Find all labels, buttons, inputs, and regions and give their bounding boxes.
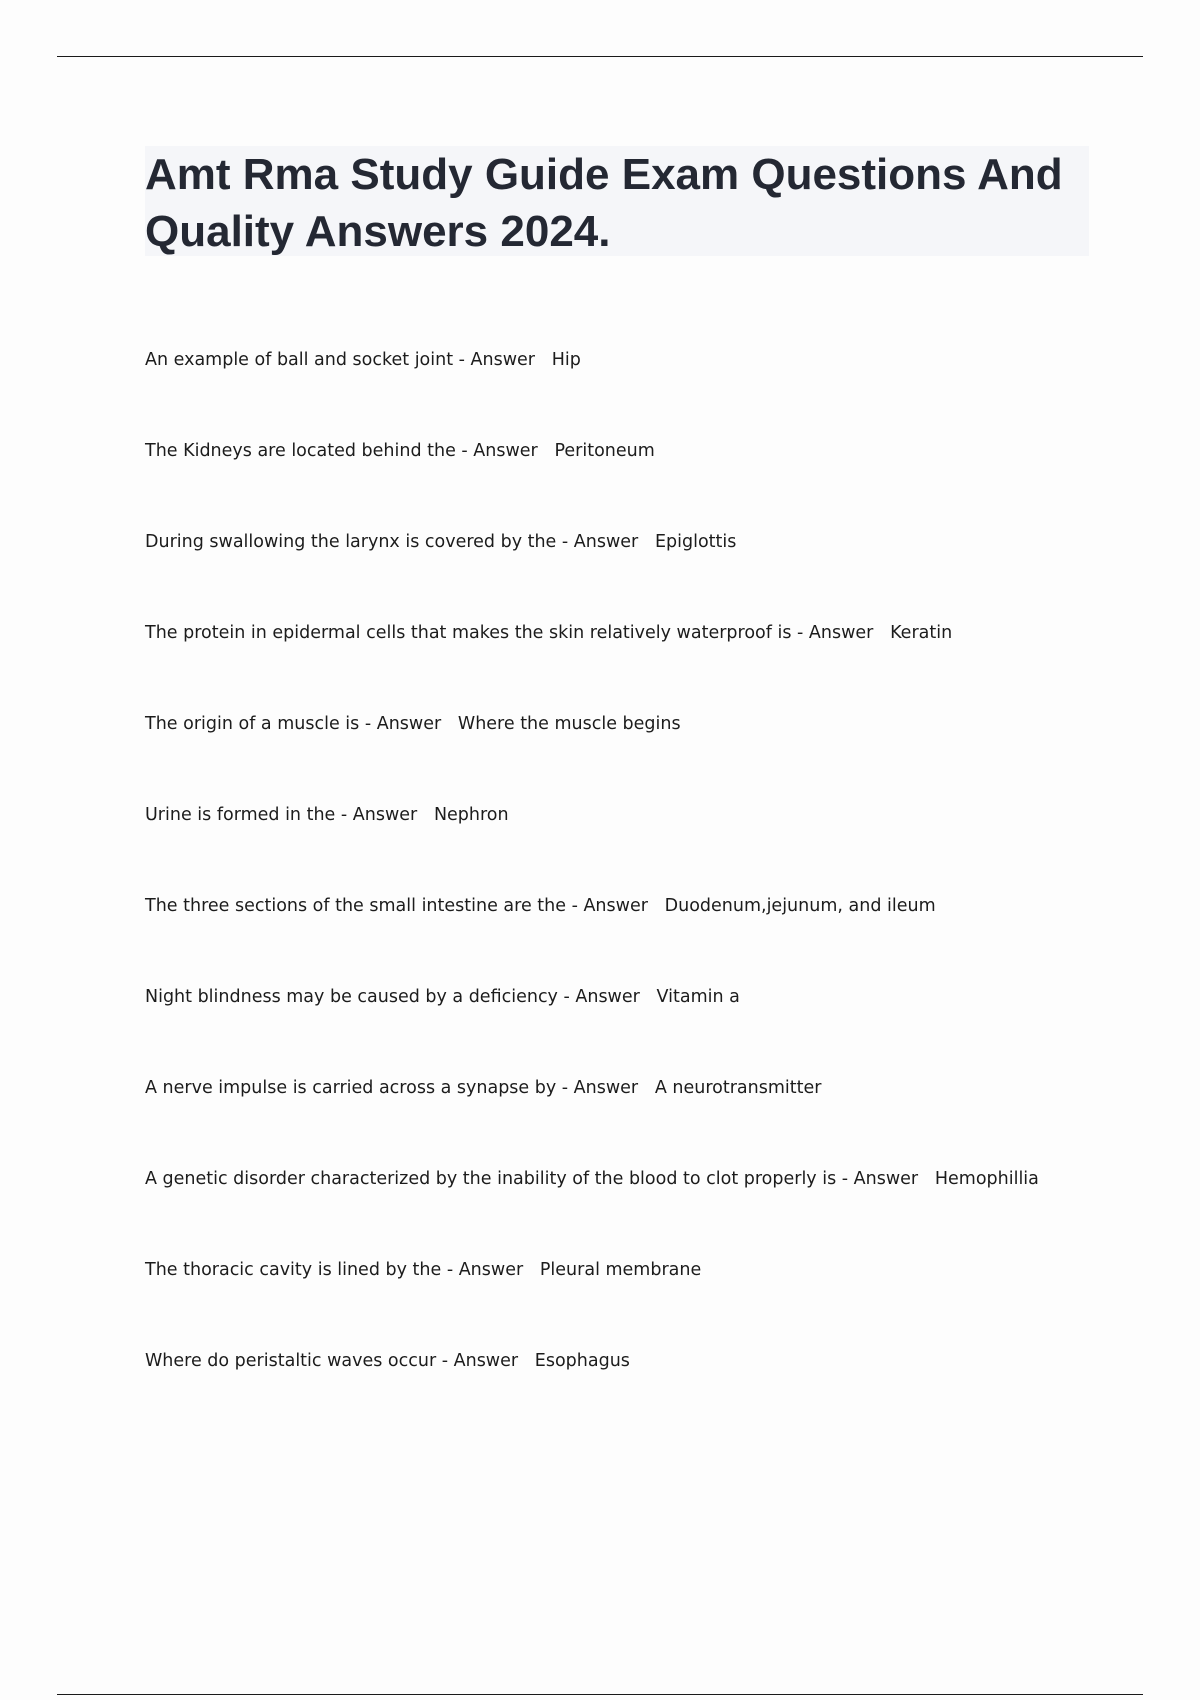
question-text: An example of ball and socket joint <box>145 350 454 370</box>
answer-text: Peritoneum <box>554 441 655 461</box>
qa-item <box>145 522 1105 613</box>
answer-label: Answer <box>573 1078 639 1098</box>
answer-label: Answer <box>573 532 639 552</box>
question-text: During swallowing the larynx is covered by the <box>145 532 557 552</box>
qa-item <box>145 886 1105 977</box>
question-text: The origin of a muscle is <box>145 714 360 734</box>
qa-item <box>145 1341 1105 1432</box>
separator: - <box>335 805 353 825</box>
separator: - <box>556 1078 574 1098</box>
question-text: The thoracic cavity is lined by the <box>145 1260 442 1280</box>
qa-item <box>145 1159 1105 1250</box>
separator: - <box>556 532 574 552</box>
answer-text: Hemophillia <box>934 1169 1039 1189</box>
separator: - <box>566 896 584 916</box>
answer-text: Duodenum,jejunum, and ileum <box>664 896 936 916</box>
question-text: The protein in epidermal cells that makes the skin relatively waterproof is <box>145 623 792 643</box>
question-text: Night blindness may be caused by a deficiency <box>145 987 558 1007</box>
answer-text: Where the muscle begins <box>457 714 681 734</box>
answer-text: A neurotransmitter <box>654 1078 822 1098</box>
qa-item <box>145 613 1105 704</box>
separator: - <box>359 714 377 734</box>
answer-text: Esophagus <box>534 1351 630 1371</box>
answer-label: Answer <box>473 441 538 461</box>
separator: - <box>441 1260 459 1280</box>
qa-item <box>145 1068 1105 1159</box>
separator: - <box>455 441 474 461</box>
answer-text: Keratin <box>890 623 953 643</box>
answer-label: Answer <box>583 896 648 916</box>
question-text: The three sections of the small intestine are the <box>145 896 566 916</box>
answer-text: Nephron <box>433 805 509 825</box>
qa-item <box>145 431 1105 522</box>
answer-label: Answer <box>376 714 442 734</box>
page-title: Amt Rma Study Guide Exam Questions And Quality Answers 2024. <box>145 150 1063 256</box>
question-text: Where do peristaltic waves occur <box>145 1351 437 1371</box>
question-text: The Kidneys are located behind the <box>145 441 456 461</box>
bottom-rule <box>57 1694 1143 1695</box>
separator: - <box>791 623 809 643</box>
top-rule <box>57 56 1143 57</box>
answer-text: Hip <box>551 350 581 370</box>
qa-item <box>145 977 1105 1068</box>
qa-item <box>145 795 1105 886</box>
answer-label: Answer <box>575 987 640 1007</box>
separator: - <box>557 987 576 1007</box>
qa-item <box>145 704 1105 795</box>
qa-item <box>145 1250 1105 1341</box>
answer-label: Answer <box>458 1260 524 1280</box>
question-text: A genetic disorder characterized by the inability of the blood to clot properly is <box>145 1169 837 1189</box>
qa-list <box>145 340 1105 1432</box>
separator: - <box>836 1169 854 1189</box>
answer-label: Answer <box>808 623 874 643</box>
answer-label: Answer <box>453 1351 519 1371</box>
question-text: A nerve impulse is carried across a synapse by <box>145 1078 557 1098</box>
separator: - <box>453 350 471 370</box>
answer-text: Pleural membrane <box>539 1260 702 1280</box>
answer-label: Answer <box>352 805 418 825</box>
qa-item <box>145 340 1105 431</box>
separator: - <box>436 1351 454 1371</box>
answer-label: Answer <box>853 1169 919 1189</box>
answer-label: Answer <box>470 350 536 370</box>
question-text: Urine is formed in the <box>145 805 336 825</box>
answer-text: Epiglottis <box>654 532 737 552</box>
answer-text: Vitamin a <box>656 987 740 1007</box>
